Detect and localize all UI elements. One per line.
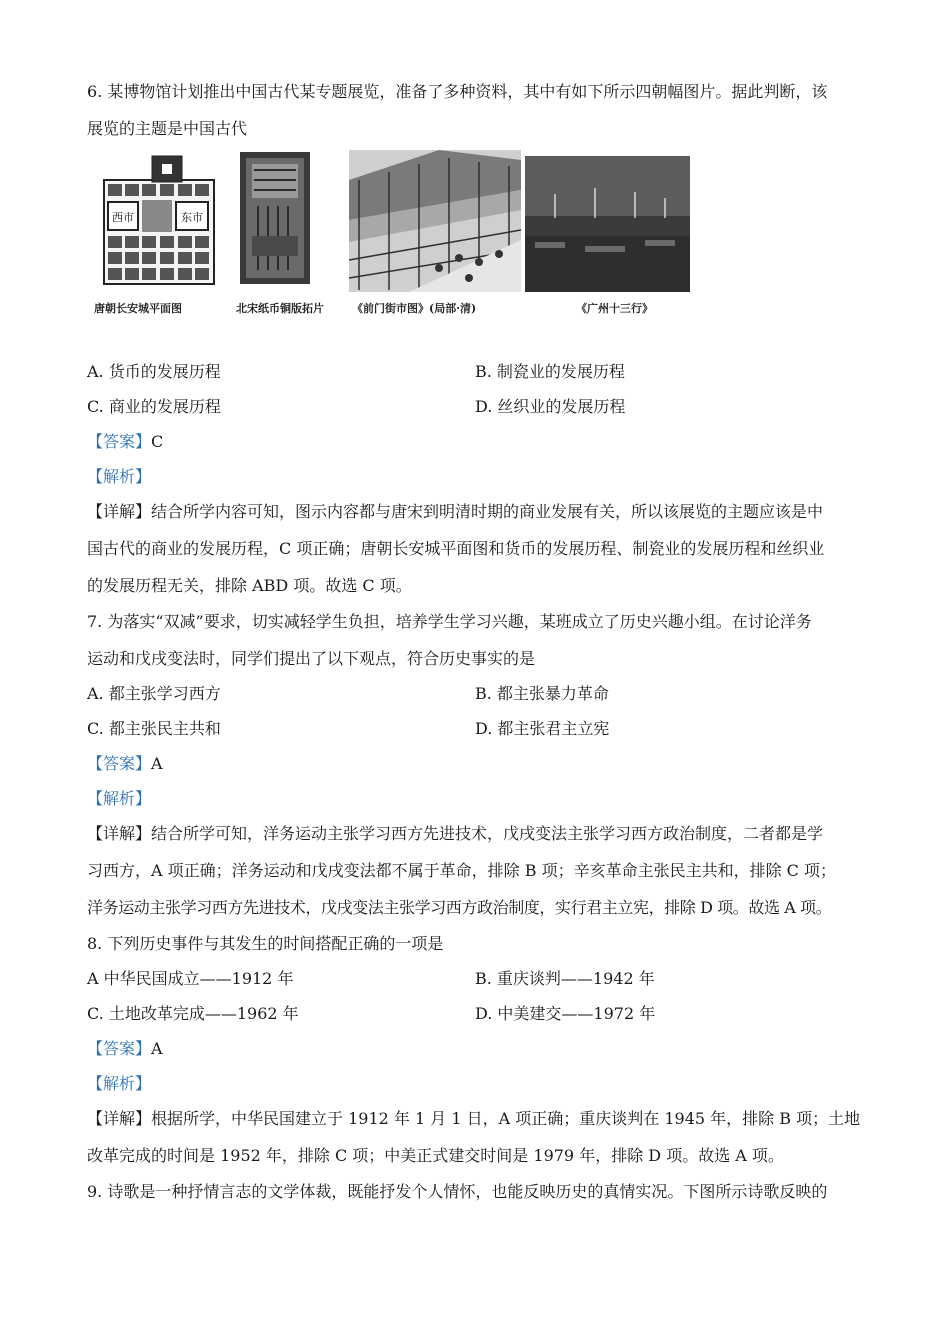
detail-tag: 【详解】 [87, 824, 152, 843]
q8-option-a[interactable]: A 中华民国成立——1912 年 [87, 969, 294, 988]
answer-value: A [151, 754, 163, 773]
q7-detail-line3: 洋务运动主张学习西方先进技术，戊戌变法主张学习西方政治制度，实行君主立宪，排除 D 项。故选 A 项。 [87, 898, 832, 917]
q6-option-a[interactable]: A. 货币的发展历程 [87, 362, 221, 381]
q7-detail-line1 [87, 824, 823, 844]
q6-detail-line1 [87, 502, 823, 522]
q7-option-b[interactable]: B. 都主张暴力革命 [475, 684, 609, 703]
detail-text: 结合所学可知，洋务运动主张学习西方先进技术，戊戌变法主张学习西方政治制度，二者都是学 [151, 824, 824, 843]
q6-analysis-tag: 【解析】 [87, 467, 152, 486]
q6-detail-line3: 的发展历程无关，排除 ABD 项。故选 C 项。 [87, 576, 412, 595]
east-market-label: 东市 [181, 211, 203, 224]
q6-answer [87, 432, 163, 452]
detail-text: 根据所学，中华民国建立于 1912 年 1 月 1 日，A 项正确；重庆谈判在 1945 年，排除 B 项；土地 [151, 1109, 861, 1128]
q7-detail-line2: 习西方，A 项正确；洋务运动和戊戌变法都不属于革命，排除 B 项；辛亥革命主张民主共和，排除 C 项； [87, 861, 836, 880]
q6-detail-line2: 国古代的商业的发展历程，C 项正确；唐朝长安城平面图和货币的发展历程、制瓷业的发展历程和丝织业 [87, 539, 825, 558]
qianmen-street-image [349, 150, 521, 292]
answer-value: A [151, 1039, 163, 1058]
q6-option-c[interactable]: C. 商业的发展历程 [87, 397, 221, 416]
q6-figures [94, 150, 700, 325]
answer-tag: 【答案】 [87, 432, 152, 451]
chang-an-city-plan-image [100, 150, 218, 290]
q7-stem-line1: 7. 为落实“双减”要求，切实减轻学生负担，培养学生学习兴趣，某班成立了历史兴趣小组。在讨论洋务 [87, 612, 812, 631]
answer-value: C [151, 432, 164, 451]
q8-option-d[interactable]: D. 中美建交——1972 年 [475, 1004, 656, 1023]
q8-answer [87, 1039, 163, 1059]
answer-tag: 【答案】 [87, 1039, 152, 1058]
west-market-label: 西市 [112, 211, 134, 224]
detail-tag: 【详解】 [87, 502, 152, 521]
q8-detail-line2: 改革完成的时间是 1952 年，排除 C 项；中美正式建交时间是 1979 年，排除 D 项。故选 A 项。 [87, 1146, 784, 1165]
detail-tag: 【详解】 [87, 1109, 152, 1128]
q6-option-d[interactable]: D. 丝织业的发展历程 [475, 397, 626, 416]
fig1-caption: 唐朝长安城平面图 [94, 302, 182, 315]
q8-detail-line1 [87, 1109, 860, 1129]
q8-option-c[interactable]: C. 土地改革完成——1962 年 [87, 1004, 299, 1023]
q6-stem-line2: 展览的主题是中国古代 [87, 119, 248, 138]
q6-option-b[interactable]: B. 制瓷业的发展历程 [475, 362, 625, 381]
guangzhou-thirteen-hongs-image [525, 156, 690, 292]
q7-option-a[interactable]: A. 都主张学习西方 [87, 684, 221, 703]
q8-stem-line1: 8. 下列历史事件与其发生的时间搭配正确的一项是 [87, 934, 444, 953]
q9-stem-line1: 9. 诗歌是一种抒情言志的文学体裁，既能抒发个人情怀，也能反映历史的真情实况。下图所示诗歌反映的 [87, 1182, 828, 1201]
q7-answer [87, 754, 163, 774]
q8-option-b[interactable]: B. 重庆谈判——1942 年 [475, 969, 655, 988]
song-paper-money-image [238, 150, 312, 288]
fig3-caption: 《前门街市图》(局部·清) [352, 302, 477, 315]
answer-tag: 【答案】 [87, 754, 152, 773]
q7-option-d[interactable]: D. 都主张君主立宪 [475, 719, 610, 738]
detail-text: 结合所学内容可知，图示内容都与唐宋到明清时期的商业发展有关，所以该展览的主题应该是中 [151, 502, 824, 521]
q7-stem-line2: 运动和戊戌变法时，同学们提出了以下观点，符合历史事实的是 [87, 649, 536, 668]
fig4-caption: 《广州十三行》 [576, 302, 653, 315]
q6-stem-line1: 6. 某博物馆计划推出中国古代某专题展览，准备了多种资料，其中有如下所示四朝幅图片。据此判断，该 [87, 82, 828, 101]
q7-analysis-tag: 【解析】 [87, 789, 152, 808]
q7-option-c[interactable]: C. 都主张民主共和 [87, 719, 221, 738]
q8-analysis-tag: 【解析】 [87, 1074, 152, 1093]
fig2-caption: 北宋纸币铜版拓片 [236, 302, 324, 315]
